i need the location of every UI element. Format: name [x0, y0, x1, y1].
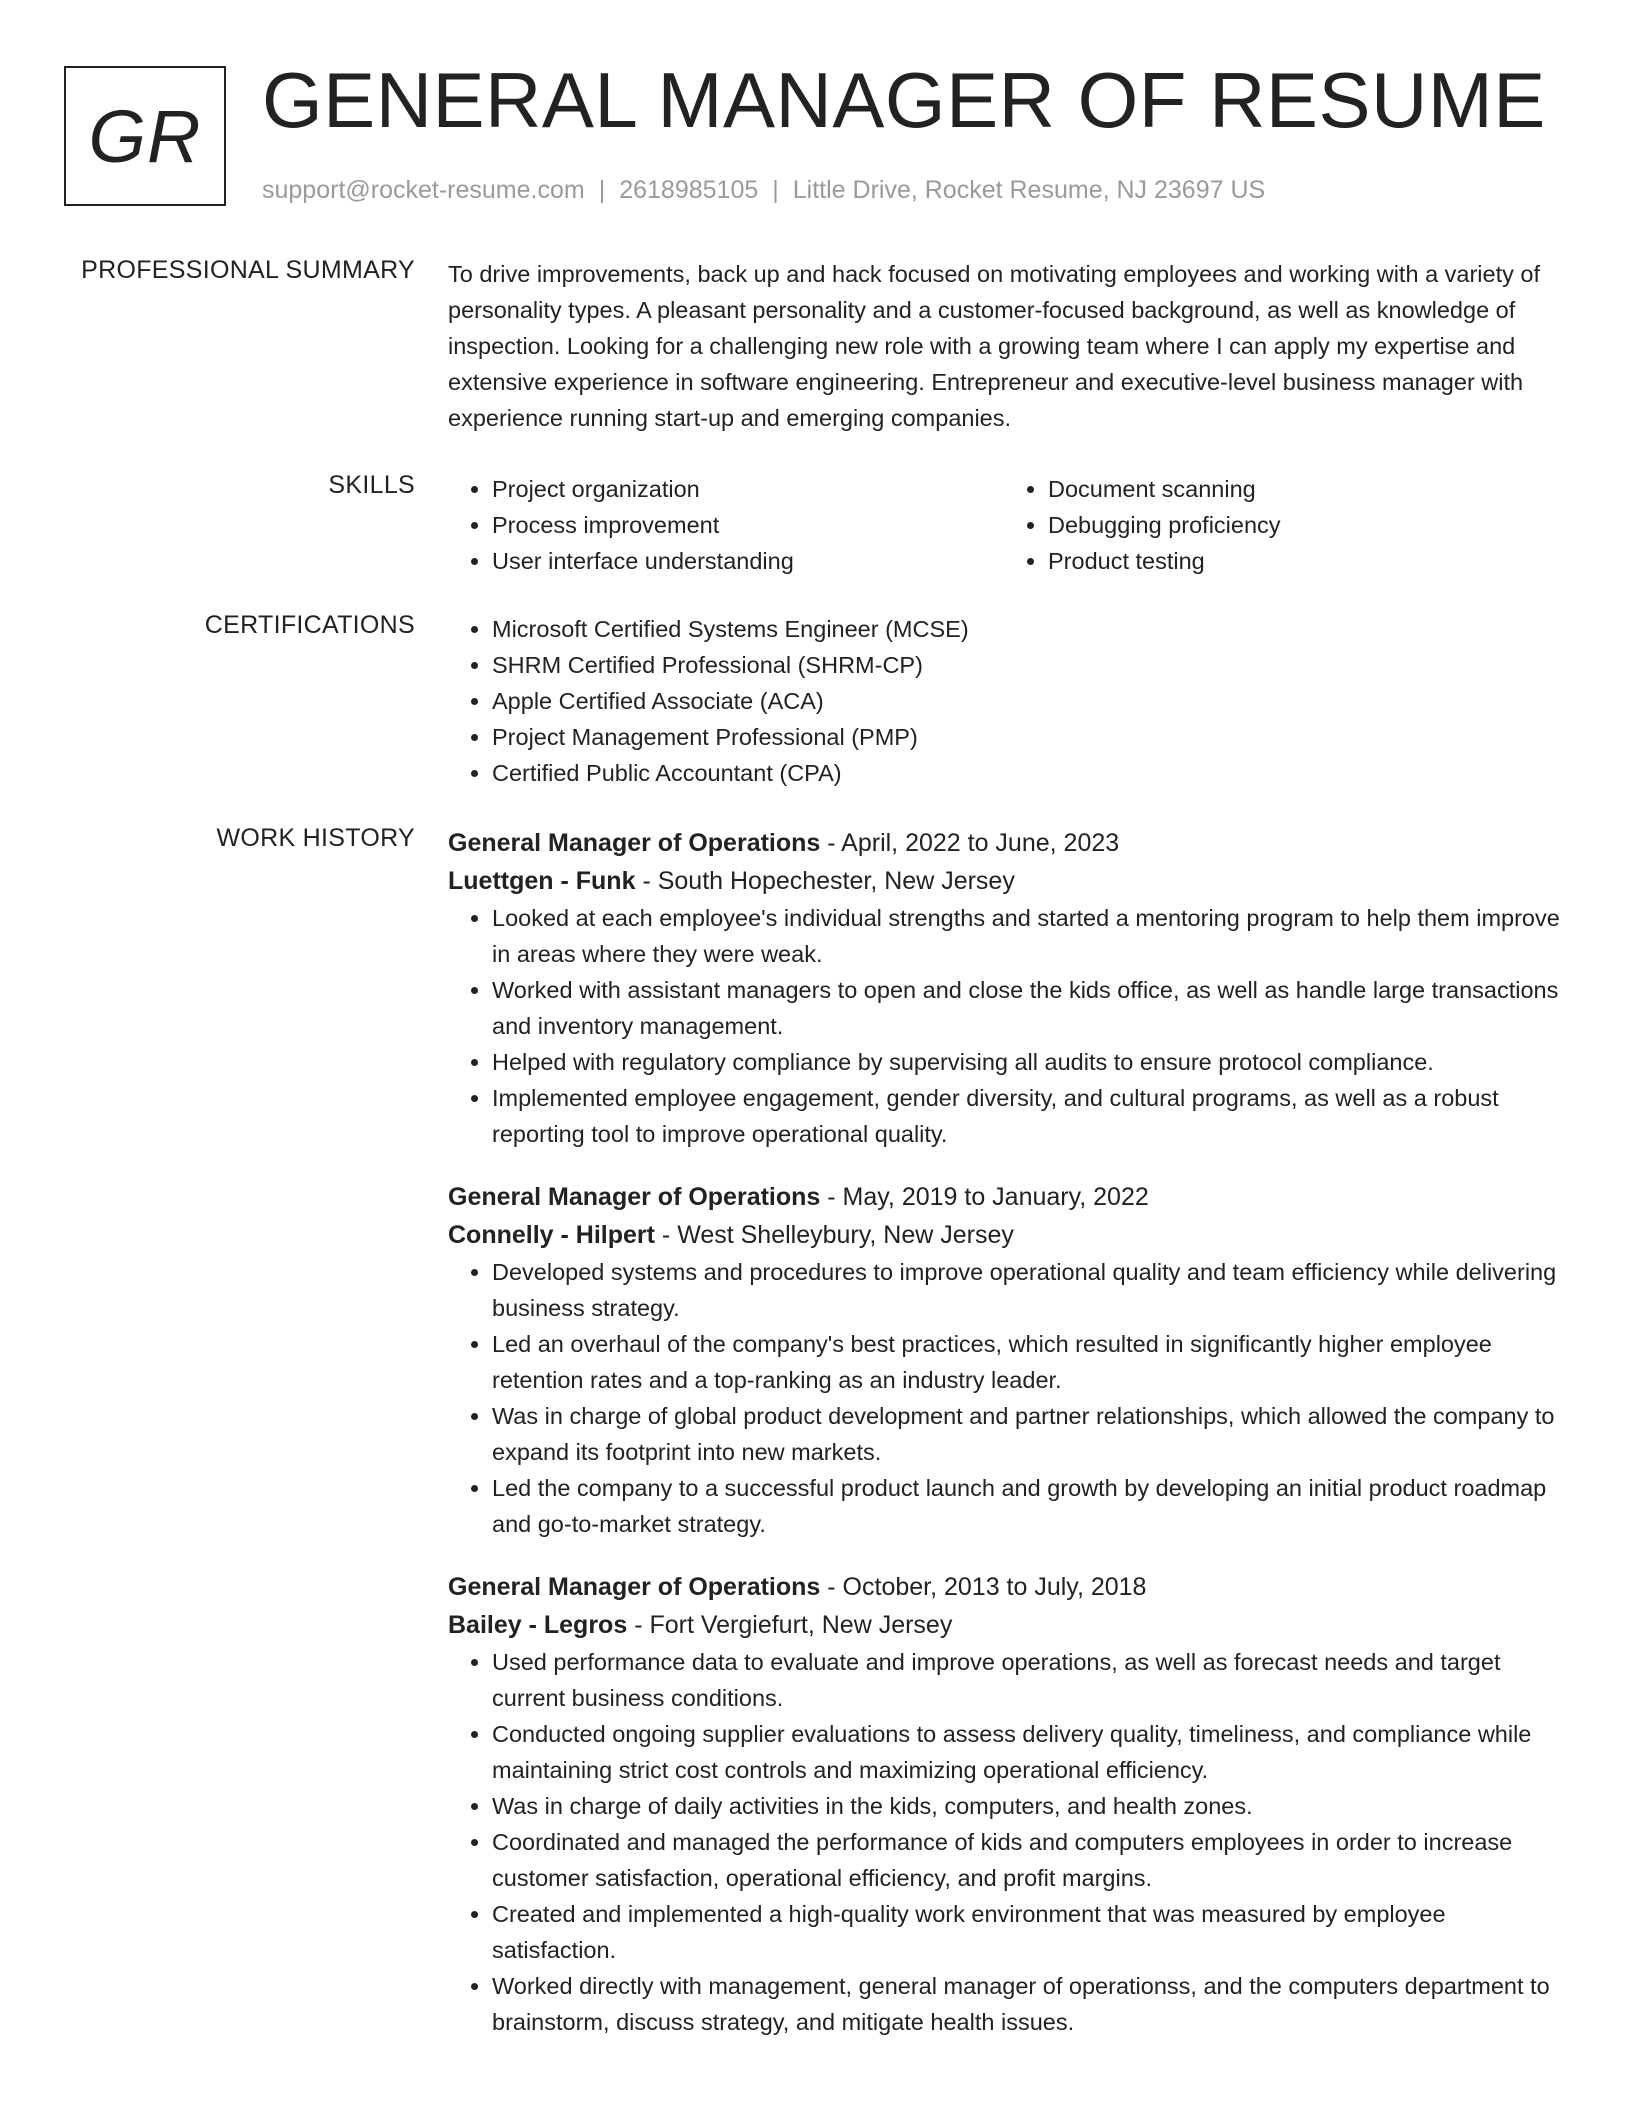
- job-bullet: • Coordinated and managed the performance of kids and computers employees in order to increase customer satisfaction, operational efficiency, and profit margins.: [492, 1824, 1560, 1896]
- job-entry: [448, 824, 1560, 1152]
- monogram-logo: GR: [64, 66, 226, 206]
- job-bullet: • Was in charge of daily activities in the kids, computers, and health zones.: [492, 1788, 1560, 1824]
- contact-line: [262, 176, 1265, 205]
- certification-item: • Apple Certified Associate (ACA): [492, 683, 1560, 719]
- job-company: Bailey - Legros: [448, 1611, 628, 1639]
- job-dates: - October, 2013 to July, 2018: [827, 1573, 1147, 1601]
- section-label-skills: SKILLS: [328, 471, 415, 499]
- section-label-certifications: CERTIFICATIONS: [204, 611, 415, 639]
- job-title: General Manager of Operations: [448, 1183, 821, 1211]
- certifications-body: [448, 611, 1560, 791]
- job-company-line: [448, 1606, 1560, 1644]
- job-location: - South Hopechester, New Jersey: [642, 867, 1015, 895]
- job-company-line: [448, 1216, 1560, 1254]
- skill-item: • Project organization: [492, 471, 1004, 507]
- job-dates: - April, 2022 to June, 2023: [827, 829, 1120, 857]
- certifications-list: [448, 611, 1560, 791]
- job-title-line: [448, 1568, 1560, 1606]
- job-bullet: • Implemented employee engagement, gender diversity, and cultural programs, as well as a robust reporting tool to improve operational quality.: [492, 1080, 1560, 1152]
- contact-separator: |: [598, 176, 606, 204]
- job-location: - Fort Vergiefurt, New Jersey: [634, 1611, 953, 1639]
- job-title-line: [448, 1178, 1560, 1216]
- job-entry: [448, 1568, 1560, 2040]
- certification-item: • Microsoft Certified Systems Engineer (MCSE): [492, 611, 1560, 647]
- job-dates: - May, 2019 to January, 2022: [827, 1183, 1149, 1211]
- skill-item: • Document scanning: [1048, 471, 1560, 507]
- job-bullets: [448, 1644, 1560, 2040]
- job-bullet: • Worked with assistant managers to open and close the kids office, as well as handle large transactions and inventory management.: [492, 972, 1560, 1044]
- job-bullet: • Developed systems and procedures to improve operational quality and team efficiency while delivering business strategy.: [492, 1254, 1560, 1326]
- job-title: General Manager of Operations: [448, 1573, 821, 1601]
- summary-body: [448, 256, 1560, 436]
- certification-item: • Certified Public Accountant (CPA): [492, 755, 1560, 791]
- job-bullet: • Looked at each employee's individual strengths and started a mentoring program to help them improve in areas where they were weak.: [492, 900, 1560, 972]
- contact-address: Little Drive, Rocket Resume, NJ 23697 US: [792, 176, 1266, 204]
- section-label-work-history: WORK HISTORY: [216, 824, 415, 852]
- work-history-body: [448, 824, 1560, 2066]
- job-bullets: [448, 1254, 1560, 1542]
- job-bullet: • Used performance data to evaluate and improve operations, as well as forecast needs and target current business conditions.: [492, 1644, 1560, 1716]
- job-company: Connelly - Hilpert: [448, 1221, 655, 1249]
- job-bullets: [448, 900, 1560, 1152]
- job-company-line: [448, 862, 1560, 900]
- contact-separator: |: [772, 176, 779, 204]
- certification-item: • Project Management Professional (PMP): [492, 719, 1560, 755]
- job-bullet: • Created and implemented a high-quality work environment that was measured by employee satisfaction.: [492, 1896, 1560, 1968]
- job-entry: [448, 1178, 1560, 1542]
- skill-item: • Process improvement: [492, 507, 1004, 543]
- job-bullet: • Worked directly with management, general manager of operationss, and the computers department to brainstorm, discuss strategy, and mitigate health issues.: [492, 1968, 1560, 2040]
- resume-name: GENERAL MANAGER OF RESUME: [262, 56, 1546, 144]
- skill-item: • Debugging proficiency: [1048, 507, 1560, 543]
- job-location: - West Shelleybury, New Jersey: [661, 1221, 1014, 1249]
- skill-item: • Product testing: [1048, 543, 1560, 579]
- contact-phone: 2618985105: [619, 176, 759, 204]
- skills-list-right: [1004, 471, 1560, 579]
- job-title-line: [448, 824, 1560, 862]
- job-title: General Manager of Operations: [448, 829, 821, 857]
- contact-email: support@rocket-resume.com: [262, 176, 585, 204]
- skills-body: [448, 471, 1560, 579]
- certification-item: • SHRM Certified Professional (SHRM-CP): [492, 647, 1560, 683]
- section-label-summary: PROFESSIONAL SUMMARY: [81, 256, 415, 284]
- summary-text: To drive improvements, back up and hack focused on motivating employees and working with a variety of personality types. A pleasant personality and a customer-focused background, as well as knowledge of inspection. Looking for a challenging new role with a growing team where I can apply my expertise and extensive experience in software engineering. Entrepreneur and executive-level business manager with experience running start-up and emerging companies.: [448, 261, 1541, 431]
- skill-item: • User interface understanding: [492, 543, 1004, 579]
- job-company: Luettgen - Funk: [448, 867, 636, 895]
- skills-list-left: [448, 471, 1004, 579]
- job-bullet: • Conducted ongoing supplier evaluations to assess delivery quality, timeliness, and compliance while maintaining strict cost controls and maximizing operational efficiency.: [492, 1716, 1560, 1788]
- job-bullet: • Led an overhaul of the company's best practices, which resulted in significantly higher employee retention rates and a top-ranking as an industry leader.: [492, 1326, 1560, 1398]
- job-bullet: • Was in charge of global product development and partner relationships, which allowed the company to expand its footprint into new markets.: [492, 1398, 1560, 1470]
- job-bullet: • Led the company to a successful product launch and growth by developing an initial product roadmap and go-to-market strategy.: [492, 1470, 1560, 1542]
- job-bullet: • Helped with regulatory compliance by supervising all audits to ensure protocol compliance.: [492, 1044, 1560, 1080]
